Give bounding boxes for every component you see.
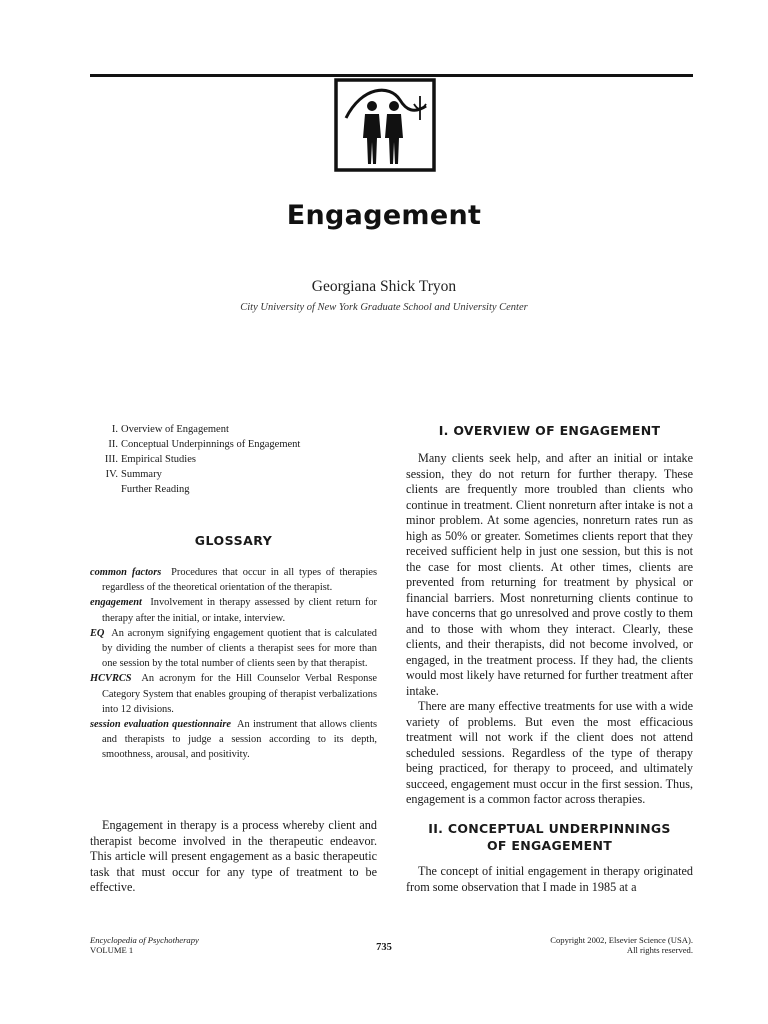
glossary-entry	[90, 595, 377, 625]
glossary-entry	[90, 565, 377, 595]
page-number: 735	[376, 942, 392, 953]
author-name: Georgiana Shick Tryon	[311, 278, 457, 295]
section-heading-conceptual	[406, 820, 693, 854]
section-overview-body	[406, 451, 693, 808]
toc-label: Empirical Studies	[121, 454, 196, 465]
section-heading-line: OF ENGAGEMENT	[486, 838, 613, 853]
copyright-text: Copyright 2002, Elsevier Science (USA).	[550, 935, 693, 945]
body-paragraph: Many clients seek help, and after an initial or intake session, they do not return for further therapy. These clients are frequently more troubled than clients who continue in treatment. Client nonreturn after intake is not a minor problem. At some agencies, nonreturn rates run as high as 50% or greater. Sometimes clients report that they received sufficient help in just one session, but this is not the case for most clients. At other times, clients are prevented from returning for treatment by physical or financial barriers. Most nonreturning clients continue to have concerns that go unresolved and prove costly to them and to those with whom they interact. Clearly, these clients, and their therapists, did not become involved, or engaged, in the treatment process. If they had, the clients would most likely have returned for further treatment after intake.	[406, 451, 693, 698]
intro-paragraph: Engagement in therapy is a process whereby client and therapist become involved in the therapeutic endeavor. This article will present engagement as a basic therapeutic task that must occur for any type of treatment to be effective.	[90, 818, 377, 895]
psychotherapy-logo-icon	[334, 78, 436, 172]
glossary-definition: Procedures that occur in all types of therapies regardless of the theoretical orientation of the therapist.	[102, 567, 377, 594]
intro-paragraph-block	[90, 818, 377, 896]
glossary-list	[90, 565, 377, 763]
toc-item	[90, 437, 390, 452]
toc-number: II.	[108, 439, 118, 450]
article-title: Engagement	[286, 200, 482, 231]
toc-number: III.	[104, 454, 118, 465]
table-of-contents	[90, 422, 390, 497]
section-conceptual-body	[406, 864, 693, 895]
toc-label: Overview of Engagement	[121, 424, 229, 435]
body-paragraph: The concept of initial engagement in therapy originated from some observation that I made in 1985 at a	[406, 864, 693, 894]
glossary-term: engagement	[90, 597, 142, 609]
glossary-entry	[90, 671, 377, 717]
section-heading-line: II. CONCEPTUAL UNDERPINNINGS	[428, 821, 671, 836]
footer-copyright	[500, 936, 693, 955]
glossary-term: common factors	[90, 567, 162, 578]
glossary-definition: An acronym for the Hill Counselor Verbal Response Category System that enables grouping of therapist verbalizations into 12 divisions.	[102, 673, 378, 715]
author-affiliation: City University of New York Graduate School and University Center	[240, 302, 528, 313]
toc-label: Further Reading	[121, 484, 190, 495]
toc-item	[90, 482, 390, 497]
header-rule	[90, 74, 693, 77]
toc-number	[90, 482, 121, 497]
glossary-heading: GLOSSARY	[194, 533, 273, 548]
glossary-term: EQ	[90, 627, 105, 639]
toc-item	[90, 422, 390, 437]
toc-label: Summary	[121, 469, 162, 480]
glossary-entry	[90, 717, 377, 763]
toc-item	[90, 467, 390, 482]
volume-label: VOLUME 1	[90, 944, 134, 955]
toc-item	[90, 452, 390, 467]
glossary-term: session evaluation questionnaire	[90, 719, 232, 731]
glossary-term: HCVRCS	[90, 673, 132, 685]
glossary-entry	[90, 626, 377, 672]
rights-text: All rights reserved.	[626, 944, 693, 955]
toc-label: Conceptual Underpinnings of Engagement	[121, 439, 301, 450]
body-paragraph: There are many effective treatments for use with a wide variety of problems. But even the most efficacious treatment will not work if the client does not attend scheduled sessions. Regardless of the type of therapy being practiced, for therapy to proceed, and ultimately succeed, engagement must occur in the first session. Thus, engagement is a common factor across therapies.	[406, 699, 693, 806]
toc-number: I.	[111, 424, 118, 435]
section-heading-overview: I. OVERVIEW OF ENGAGEMENT	[438, 423, 661, 438]
publication-name: Encyclopedia of Psychotherapy	[90, 935, 199, 945]
glossary-definition: An instrument that allows clients and therapists to judge a session according to its depth, smoothness, arousal, and positivity.	[102, 719, 377, 761]
glossary-definition: Involvement in therapy assessed by client return for therapy after the initial, or intake, interview.	[102, 597, 377, 624]
toc-number: IV.	[105, 469, 118, 480]
glossary-definition: An acronym signifying engagement quotient that is calculated by dividing the number of clients a therapist sees for more than one session by the total number of clients seen by that therapist.	[102, 627, 378, 670]
